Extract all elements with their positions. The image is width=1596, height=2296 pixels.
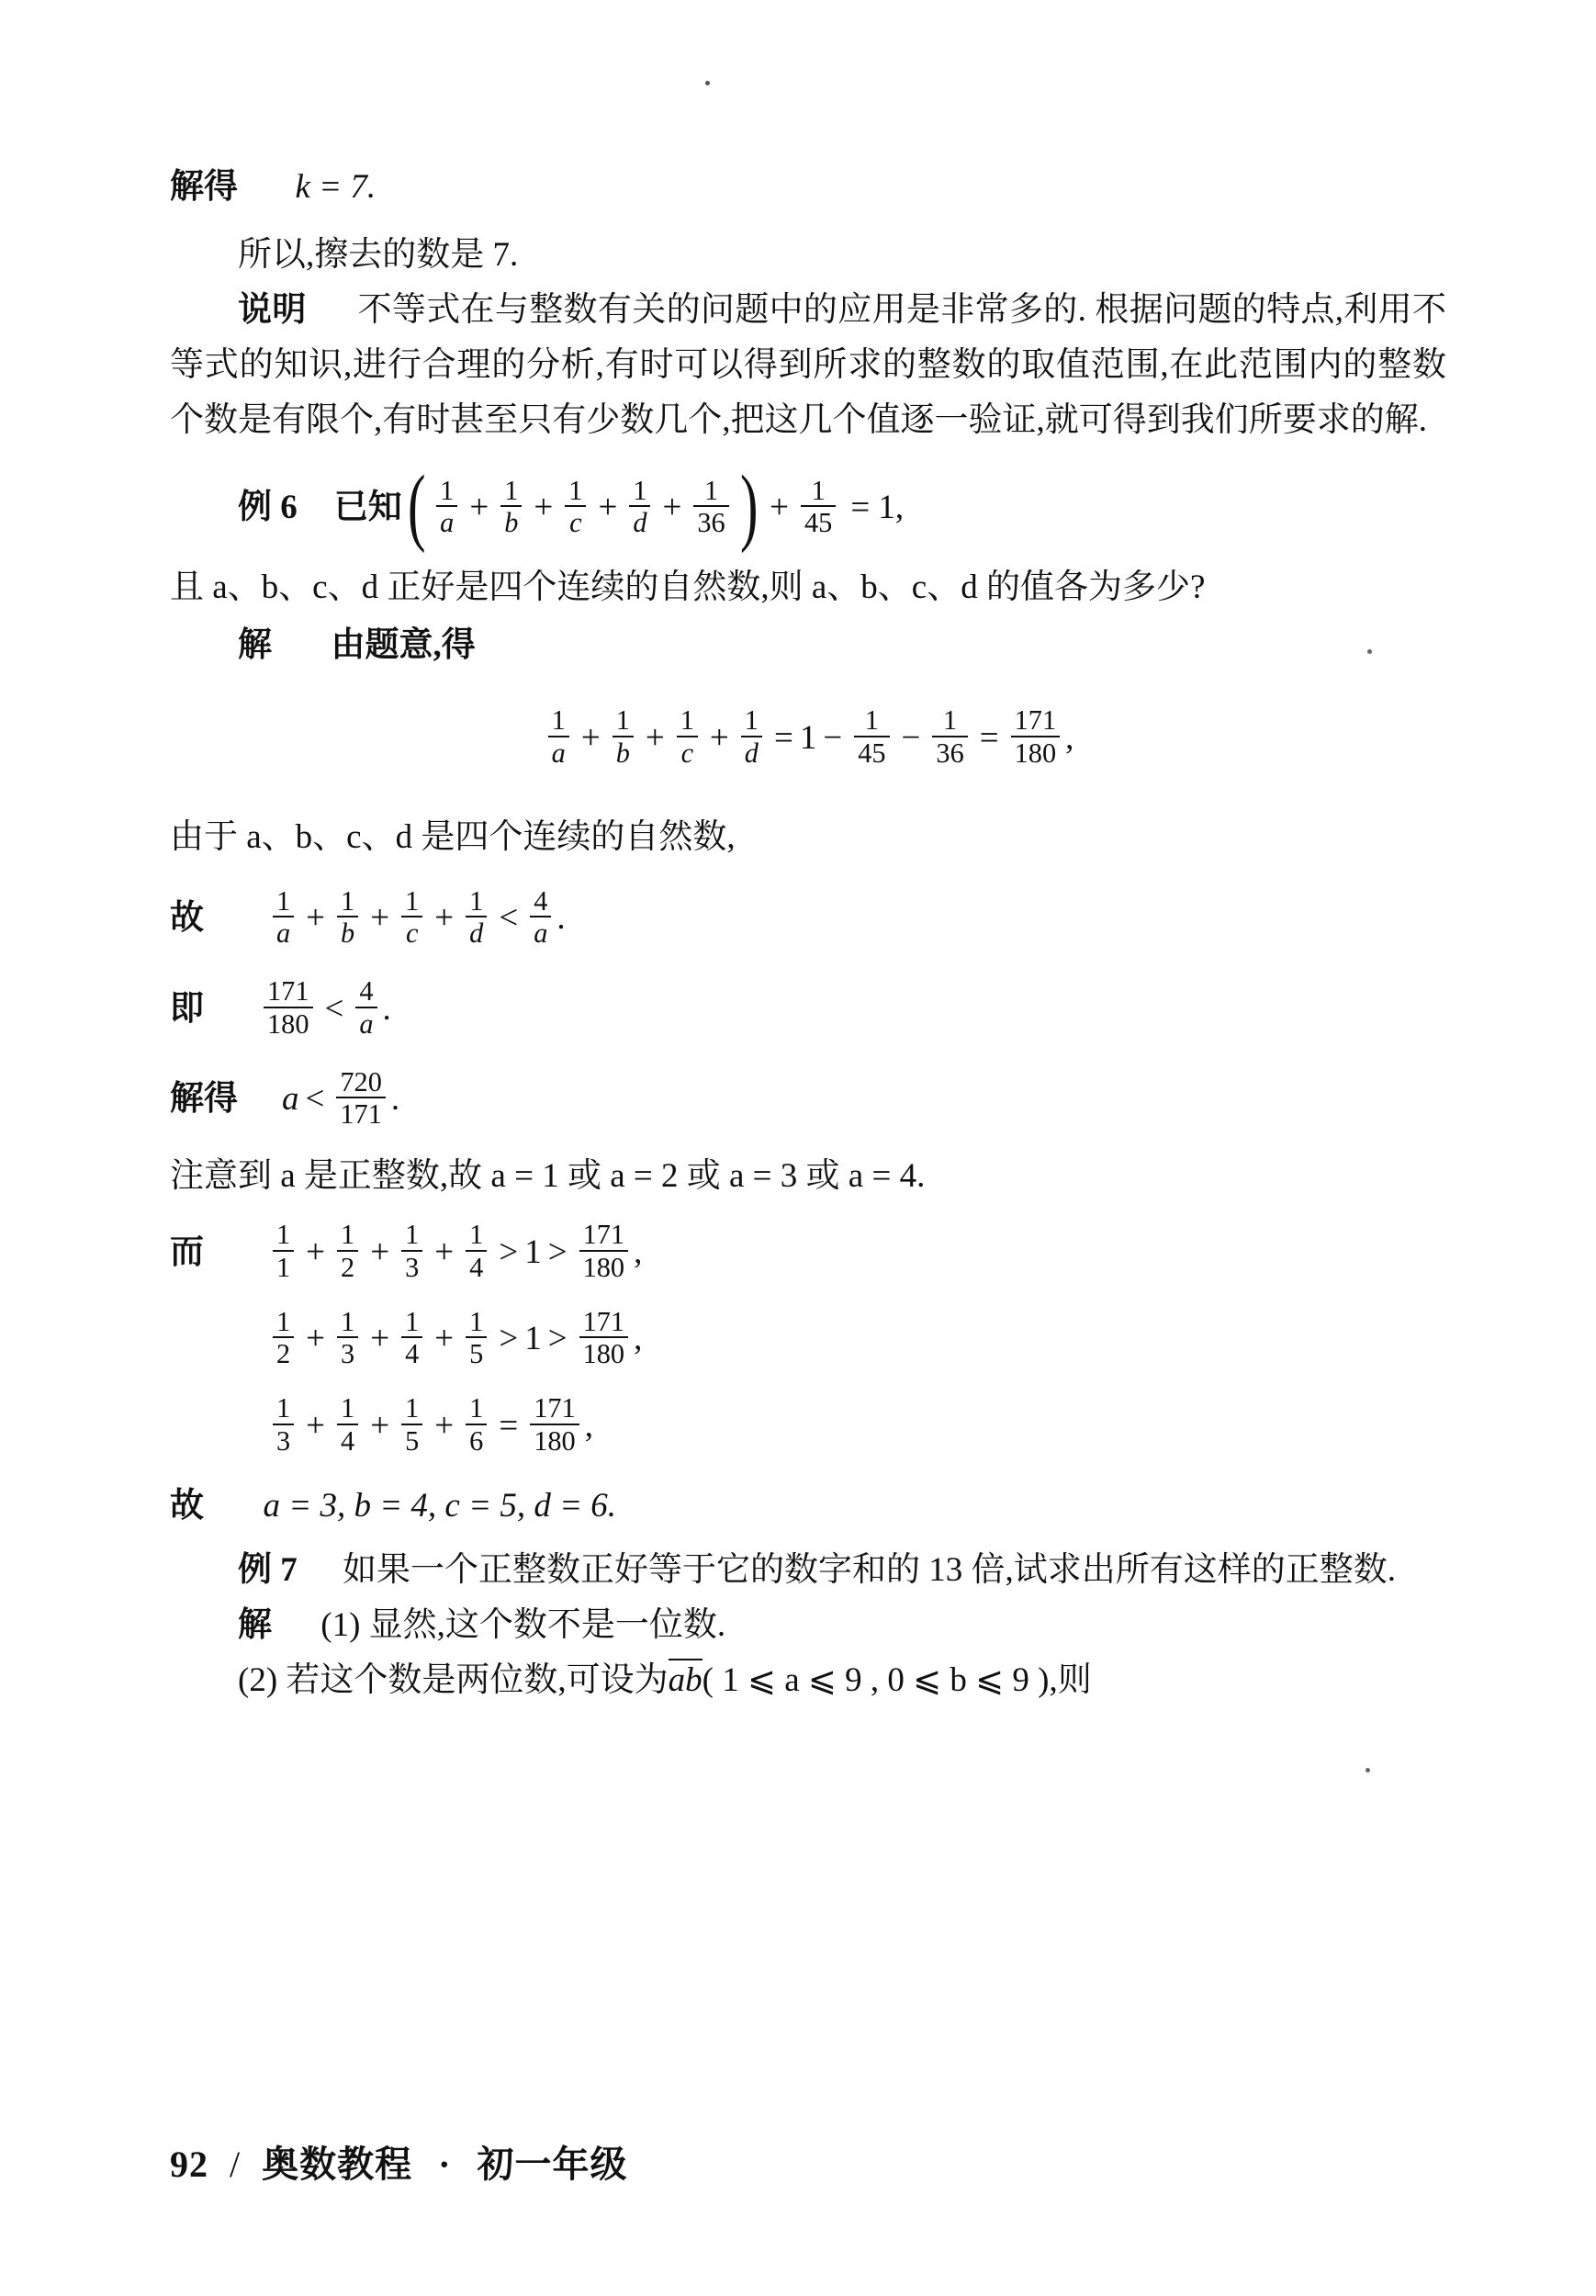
- example6-given: 已知: [333, 489, 402, 527]
- solution7-item2-pre: (2) 若这个数是两位数,可设为: [238, 1660, 669, 1699]
- result-values: a = 3, b = 4, c = 5, d = 6.: [263, 1486, 617, 1525]
- plus-sign: +: [434, 899, 455, 938]
- equation-solve-a-lt: [170, 1065, 1446, 1131]
- solve-label: 解得: [170, 168, 238, 206]
- less-than-sign: <: [305, 1080, 325, 1119]
- solution-label-2: 解: [238, 1605, 272, 1644]
- example7-text: 如果一个正整数正好等于它的数字和的 13 倍,试求出所有这样的正整数.: [343, 1550, 1396, 1589]
- greater-than-sign: >: [499, 1320, 519, 1358]
- solution-by: 由题意,得: [331, 626, 476, 665]
- example6-label: 例 6: [238, 489, 298, 527]
- solution7-item1: (1) 显然,这个数不是一位数.: [320, 1605, 726, 1644]
- solution7-line2: [170, 1653, 1446, 1708]
- comma: ,: [1065, 718, 1074, 757]
- fraction-1-4: $\frac{1}{4}$: [337, 1393, 358, 1457]
- minus-sign: −: [823, 718, 843, 757]
- overline-ab: ab: [669, 1659, 702, 1699]
- gu-label-2: 故: [170, 1486, 204, 1525]
- since-line: 由于 a、b、c、d 是四个连续的自然数,: [170, 817, 736, 856]
- fraction-1-d: $\frac{1}{d}$: [629, 476, 650, 539]
- book-title: 奥数教程: [262, 2144, 413, 2185]
- page-content: [170, 170, 1446, 1707]
- fraction-1-3: $\frac{1}{3}$: [273, 1393, 294, 1457]
- plus-sign: +: [645, 718, 665, 757]
- equals-sign: =: [773, 718, 793, 757]
- note-paragraph: [170, 283, 1446, 448]
- period: .: [390, 1080, 400, 1119]
- fraction-171-180: $\frac{171}{180}$: [579, 1307, 629, 1370]
- fraction-1-a: $\frac{1}{a}$: [273, 886, 294, 950]
- fraction-1-45: $\frac{1}{45}$: [854, 705, 889, 769]
- fraction-1-a: $\frac{1}{a}$: [436, 476, 457, 539]
- plus-sign: +: [709, 718, 729, 757]
- right-paren: ): [739, 457, 759, 554]
- fraction-1-36: $\frac{1}{36}$: [932, 705, 967, 769]
- fraction-1-3: $\frac{1}{3}$: [401, 1220, 422, 1283]
- fraction-1-b: $\frac{1}{b}$: [500, 476, 522, 539]
- fraction-1-4: $\frac{1}{4}$: [466, 1220, 487, 1283]
- note-a-positive: 注意到 a 是正整数,故 a = 1 或 a = 2 或 a = 3 或 a = 4.: [170, 1157, 926, 1196]
- fraction-171-180: $\frac{171}{180}$: [579, 1220, 629, 1283]
- comma: ,: [584, 1406, 593, 1445]
- plus-sign: +: [434, 1406, 455, 1445]
- note-text: 不等式在与整数有关的问题中的应用是非常多的. 根据问题的特点,利用不等式的知识,进行合理的分析,有时可以得到所求的整数的取值范围,在此范围内的整数个数是有限个,有时甚至只有少数几个,把这几个值逐一验证,就可得到我们所要求的解.: [170, 290, 1447, 439]
- page-number: 92: [170, 2144, 208, 2185]
- fraction-1-36: $\frac{1}{36}$: [693, 476, 728, 539]
- fraction-1-3: $\frac{1}{3}$: [337, 1307, 358, 1370]
- plus-sign: +: [534, 489, 554, 527]
- fraction-171-180: $\frac{171}{180}$: [264, 976, 313, 1040]
- example7-paragraph: [170, 1543, 1446, 1598]
- example6-eq-tail: = 1,: [850, 489, 905, 527]
- less-than-sign: <: [499, 899, 519, 938]
- variable-a: a: [282, 1080, 299, 1119]
- plus-sign: +: [662, 489, 682, 527]
- gu-label: 故: [170, 899, 204, 938]
- fraction-4-a: $\frac{4}{a}$: [355, 976, 377, 1040]
- number-one: 1: [524, 1320, 542, 1358]
- equation-er-row1: [170, 1221, 1446, 1284]
- comma: ,: [634, 1320, 643, 1358]
- comma: ,: [634, 1232, 643, 1271]
- page-footer: [170, 2135, 627, 2188]
- result-line: [170, 1486, 1446, 1525]
- fraction-1-c: $\frac{1}{c}$: [677, 705, 698, 769]
- fraction-1-b: $\frac{1}{b}$: [337, 886, 358, 950]
- fraction-1-5: $\frac{1}{5}$: [466, 1307, 487, 1370]
- side-margin-dot-2: [1366, 1768, 1370, 1773]
- fraction-1-d: $\frac{1}{d}$: [466, 886, 487, 950]
- left-paren: (: [407, 457, 426, 554]
- fraction-1-a: $\frac{1}{a}$: [548, 705, 569, 769]
- fraction-4-a: $\frac{4}{a}$: [530, 886, 551, 950]
- note-label: 说明: [238, 290, 307, 329]
- solution-heading: [170, 626, 1446, 665]
- fraction-1-d: $\frac{1}{d}$: [741, 705, 762, 769]
- er-label: 而: [170, 1232, 204, 1271]
- equation-gu-lt-4a: [170, 884, 1446, 951]
- plus-sign: +: [598, 489, 618, 527]
- plus-sign: +: [469, 489, 489, 527]
- solution7-item2-post: ( 1 ⩽ a ⩽ 9 , 0 ⩽ b ⩽ 9 ),则: [702, 1660, 1092, 1699]
- equation-er-row3: [170, 1394, 1446, 1458]
- fraction-171-180: $\frac{171}{180}$: [530, 1393, 579, 1457]
- greater-than-sign: >: [499, 1232, 519, 1271]
- solve-line-k: [170, 170, 1446, 204]
- equation-ji-171-180: [170, 977, 1446, 1041]
- fraction-1-c: $\frac{1}{c}$: [401, 886, 422, 950]
- plus-sign: +: [306, 1320, 326, 1358]
- fraction-1-5: $\frac{1}{5}$: [401, 1393, 422, 1457]
- number-one: 1: [799, 718, 817, 757]
- footer-separator: /: [230, 2144, 242, 2185]
- plus-sign: +: [370, 1406, 390, 1445]
- equals-sign: =: [499, 1406, 519, 1445]
- number-one: 1: [524, 1232, 542, 1271]
- example6-heading: [170, 457, 1446, 554]
- footer-dot: ·: [438, 2144, 452, 2185]
- plus-sign: +: [434, 1232, 455, 1271]
- fraction-1-c: $\frac{1}{c}$: [565, 476, 586, 539]
- fraction-1-6: $\frac{1}{6}$: [466, 1393, 487, 1457]
- fraction-1-45: $\frac{1}{45}$: [801, 476, 836, 539]
- minus-sign: −: [901, 718, 921, 757]
- plus-sign: +: [370, 1232, 390, 1271]
- example7-label: 例 7: [238, 1550, 298, 1589]
- solve-value-k: k = 7.: [295, 168, 377, 206]
- solution-label: 解: [238, 626, 272, 665]
- greater-than-sign: >: [547, 1232, 568, 1271]
- fraction-720-171: $\frac{720}{171}$: [336, 1067, 386, 1131]
- equals-sign: =: [979, 718, 999, 757]
- solve-label-2: 解得: [170, 1080, 238, 1119]
- plus-sign: +: [306, 899, 326, 938]
- fraction-1-4: $\frac{1}{4}$: [401, 1307, 422, 1370]
- fraction-1-2: $\frac{1}{2}$: [337, 1220, 358, 1283]
- equation-sum-171-180: [170, 706, 1446, 770]
- greater-than-sign: >: [547, 1320, 568, 1358]
- period: .: [382, 989, 391, 1028]
- plus-sign: +: [306, 1232, 326, 1271]
- plus-sign: +: [580, 718, 601, 757]
- plus-sign: +: [434, 1320, 455, 1358]
- ji-label: 即: [170, 989, 204, 1028]
- fraction-1-b: $\frac{1}{b}$: [613, 705, 634, 769]
- plus-sign: +: [370, 1320, 390, 1358]
- grade-label: 初一年级: [477, 2144, 628, 2185]
- fraction-1-2: $\frac{1}{2}$: [273, 1307, 294, 1370]
- fraction-1-1: $\frac{1}{1}$: [273, 1220, 294, 1283]
- period: .: [556, 899, 566, 938]
- plus-sign: +: [306, 1406, 326, 1445]
- equation-er-row2: [170, 1305, 1446, 1371]
- example6-continued: 且 a、b、c、d 正好是四个连续的自然数,则 a、b、c、d 的值各为多少?: [170, 568, 1206, 607]
- solution7-line1: [170, 1598, 1446, 1653]
- therefore-line: 所以,擦去的数是 7.: [238, 236, 519, 274]
- fraction-171-180: $\frac{171}{180}$: [1011, 705, 1061, 769]
- top-margin-dot: [705, 81, 710, 85]
- less-than-sign: <: [324, 989, 344, 1028]
- plus-sign: +: [370, 899, 390, 938]
- plus-sign: +: [770, 489, 789, 527]
